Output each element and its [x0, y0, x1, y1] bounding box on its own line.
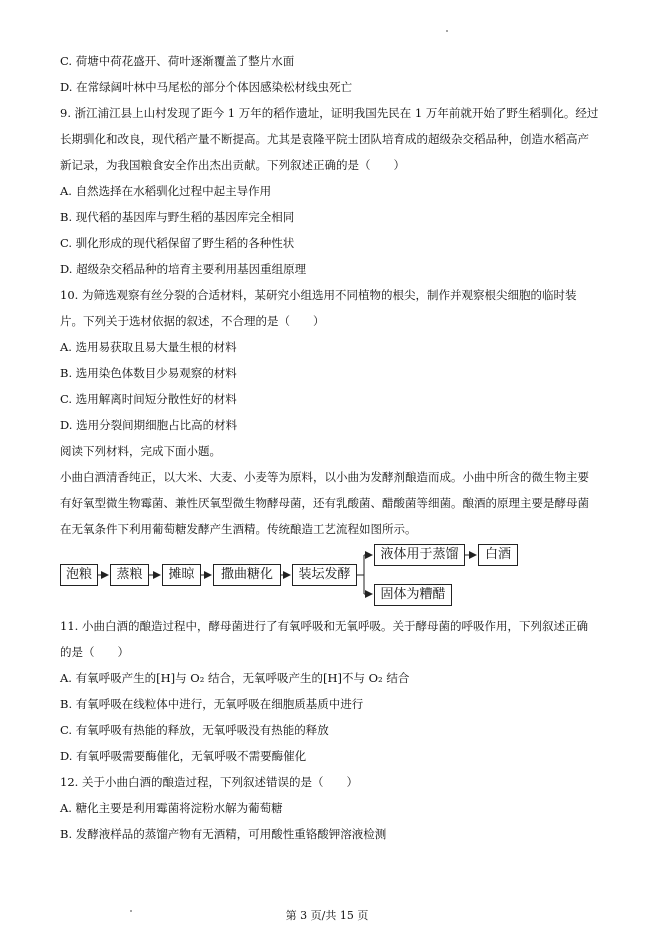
q11-option-b: B. 有氧呼吸在线粒体中进行，无氧呼吸在细胞质基质中进行 [60, 697, 364, 711]
q12-option-a: A. 糖化主要是利用霉菌将淀粉水解为葡萄糖 [60, 801, 283, 815]
q11-option-a: A. 有氧呼吸产生的[H]与 O₂ 结合，无氧呼吸产生的[H]不与 O₂ 结合 [60, 671, 410, 685]
step-cool-spread: 摊晾 [162, 564, 201, 586]
q9-option-a: A. 自然选择在水稻驯化过程中起主导作用 [60, 184, 272, 198]
q9-stem-line1: 9. 浙江浦江县上山村发现了距今 1 万年的稻作遗址，证明我国先民在 1 万年前就开始了野生稻驯化。经过 [60, 106, 599, 120]
q11-option-d: D. 有氧呼吸需要酶催化，无氧呼吸不需要酶催化 [60, 749, 307, 763]
q9-option-d: D. 超级杂交稻品种的培育主要利用基因重组原理 [60, 262, 307, 276]
q10-stem-line2: 片。下列关于选材依据的叙述，不合理的是（ ） [60, 314, 325, 328]
option-d-prev: D. 在常绿阔叶林中马尾松的部分个体因感染松材线虫死亡 [60, 80, 353, 94]
q11-stem-line1: 11. 小曲白酒的酿造过程中，酵母菌进行了有氧呼吸和无氧呼吸。关于酵母菌的呼吸作用，下列叙述正确 [60, 619, 588, 633]
q10-stem-line1: 10. 为筛选观察有丝分裂的合适材料，某研究小组选用不同植物的根尖，制作并观察根尖细胞的临时装 [60, 288, 577, 302]
option-c-prev: C. 荷塘中荷花盛开、荷叶逐渐覆盖了整片水面 [60, 54, 295, 68]
q9-option-c: C. 驯化形成的现代稻保留了野生稻的各种性状 [60, 236, 295, 250]
q12-option-b: B. 发酵液样品的蒸馏产物有无酒精，可用酸性重铬酸钾溶液检测 [60, 827, 387, 841]
q9-stem-line3: 新记录，为我国粮食安全作出杰出贡献。下列叙述正确的是（ ） [60, 158, 405, 172]
step-ferment: 装坛发酵 [292, 564, 357, 586]
product-baijiu: 白酒 [478, 544, 518, 566]
q10-option-c: C. 选用解离时间短分散性好的材料 [60, 392, 237, 406]
step-steam-grain: 蒸粮 [110, 564, 149, 586]
q10-option-d: D. 选用分裂间期细胞占比高的材料 [60, 418, 238, 432]
reading-material-line3: 在无氧条件下利用葡萄糖发酵产生酒精。传统酿造工艺流程如图所示。 [60, 522, 417, 536]
reading-material-line1: 小曲白酒清香纯正，以大米、大麦、小麦等为原料，以小曲为发酵剂酿造而成。小曲中所含的微生物主要 [60, 470, 589, 484]
q10-option-b: B. 选用染色体数目少易观察的材料 [60, 366, 237, 380]
q9-stem-line2: 长期驯化和改良，现代稻产量不断提高。尤其是袁隆平院士团队培育成的超级杂交稻品种，创造水稻高产 [60, 132, 589, 146]
q11-stem-line2: 的是（ ） [60, 645, 129, 659]
branch-liquid-distill: 液体用于蒸馏 [374, 544, 465, 566]
step-saccharify: 撒曲糖化 [213, 564, 281, 586]
reading-material-line2: 有好氧型微生物霉菌、兼性厌氧型微生物酵母菌，还有乳酸菌、醋酸菌等细菌。酿酒的原理主要是酵母菌 [60, 496, 589, 510]
page-number-footer: 第 3 页/共 15 页 [285, 909, 369, 922]
q11-option-c: C. 有氧呼吸有热能的释放，无氧呼吸没有热能的释放 [60, 723, 329, 737]
q9-option-b: B. 现代稻的基因库与野生稻的基因库完全相同 [60, 210, 295, 224]
q10-option-a: A. 选用易获取且易大量生根的材料 [60, 340, 237, 354]
q12-stem-line1: 12. 关于小曲白酒的酿造过程，下列叙述错误的是（ ） [60, 775, 358, 789]
reading-intro: 阅读下列材料，完成下面小题。 [60, 444, 221, 458]
step-soak-grain: 泡粮 [60, 564, 98, 586]
branch-solid-vinegar: 固体为糟醋 [374, 584, 452, 606]
